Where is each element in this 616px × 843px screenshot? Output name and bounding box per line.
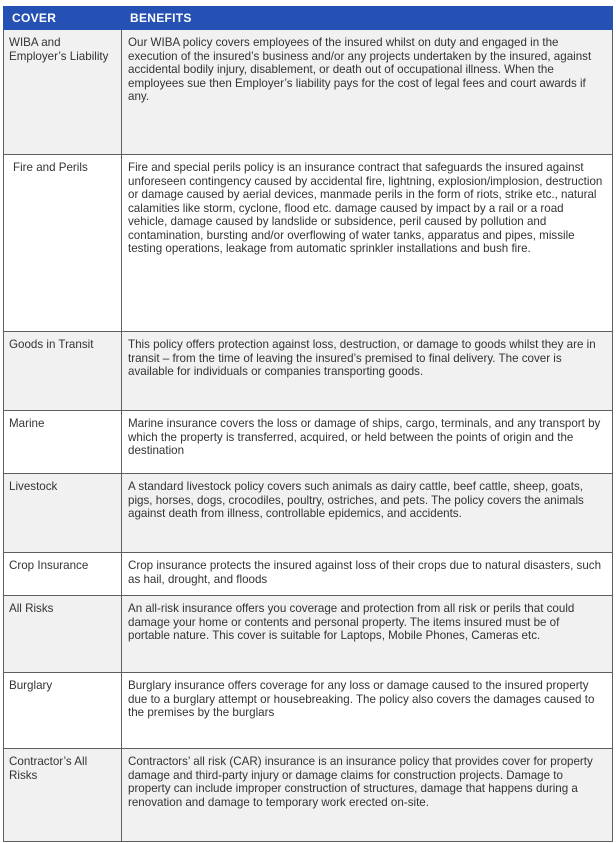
table-row — [4, 673, 613, 749]
table-row — [4, 155, 613, 332]
benefits-cell: Our WIBA policy covers employees of the insured whilst on duty and engaged in the execution of the insured’s business and/or any projects undertaken by the insured, against accidental bodily injury, disablement, or death out of occupational illness. When the employees sue then Employer’s liability pays for the cost of legal fees and court awards if any. — [122, 30, 613, 155]
header-cover: COVER — [4, 7, 122, 30]
table-row — [4, 596, 613, 673]
cover-cell: Burglary — [4, 673, 122, 749]
cover-cell: Contractor’s All Risks — [4, 749, 122, 842]
table-row — [4, 411, 613, 474]
table-row — [4, 30, 613, 155]
benefits-cell: This policy offers protection against loss, destruction, or damage to goods whilst they are in transit – from the time of leaving the insured’s premised to final delivery. The cover is available for individuals or companies transporting goods. — [122, 332, 613, 411]
table-row — [4, 553, 613, 596]
benefits-cell: Burglary insurance offers coverage for any loss or damage caused to the insured property due to a burglary attempt or housebreaking. The policy also covers the damages caused to the premises by the burglars — [122, 673, 613, 749]
cover-cell: Goods in Transit — [4, 332, 122, 411]
cover-cell: WIBA and Employer’s Liability — [4, 30, 122, 155]
table-header-row — [4, 7, 613, 30]
table-row — [4, 474, 613, 553]
cover-cell: Marine — [4, 411, 122, 474]
cover-cell: Crop Insurance — [4, 553, 122, 596]
benefits-cell: An all-risk insurance offers you coverage and protection from all risk or perils that could damage your home or contents and personal property. The items insured must be of portable nature. This cover is suitable for Laptops, Mobile Phones, Cameras etc. — [122, 596, 613, 673]
cover-cell: All Risks — [4, 596, 122, 673]
benefits-cell: Crop insurance protects the insured against loss of their crops due to natural disasters, such as hail, drought, and floods — [122, 553, 613, 596]
header-benefits: BENEFITS — [122, 7, 613, 30]
table-row — [4, 332, 613, 411]
table-row — [4, 749, 613, 842]
benefits-cell: A standard livestock policy covers such animals as dairy cattle, beef cattle, sheep, goats, pigs, horses, dogs, crocodiles, poultry, ostriches, and pets. The policy covers the animals against death from illness, controllable epidemics, and accidents. — [122, 474, 613, 553]
benefits-cell: Marine insurance covers the loss or damage of ships, cargo, terminals, and any transport by which the property is transferred, acquired, or held between the points of origin and the destination — [122, 411, 613, 474]
cover-cell: Livestock — [4, 474, 122, 553]
benefits-cell: Fire and special perils policy is an insurance contract that safeguards the insured against unforeseen contingency caused by accidental fire, lightning, explosion/implosion, destruction or damage caused by aerial devices, manmade perils in the form of riots, strike etc., natural calamities like storm, cyclone, flood etc. damage caused by impact by a rail or a road vehicle, damage caused by landslide or subsidence, peril caused by pollution and contamination, bursting and/or overflowing of water tanks, apparatus and pipes, missile testing operations, leakage from automatic sprinkler installations and bush fire. — [122, 155, 613, 332]
benefits-cell: Contractors’ all risk (CAR) insurance is an insurance policy that provides cover for property damage and third-party injury or damage claims for construction projects. Damage to property can include improper construction of structures, damage that happens during a renovation and damage to temporary work erected on-site. — [122, 749, 613, 842]
cover-cell: Fire and Perils — [4, 155, 122, 332]
insurance-cover-table — [3, 6, 613, 842]
